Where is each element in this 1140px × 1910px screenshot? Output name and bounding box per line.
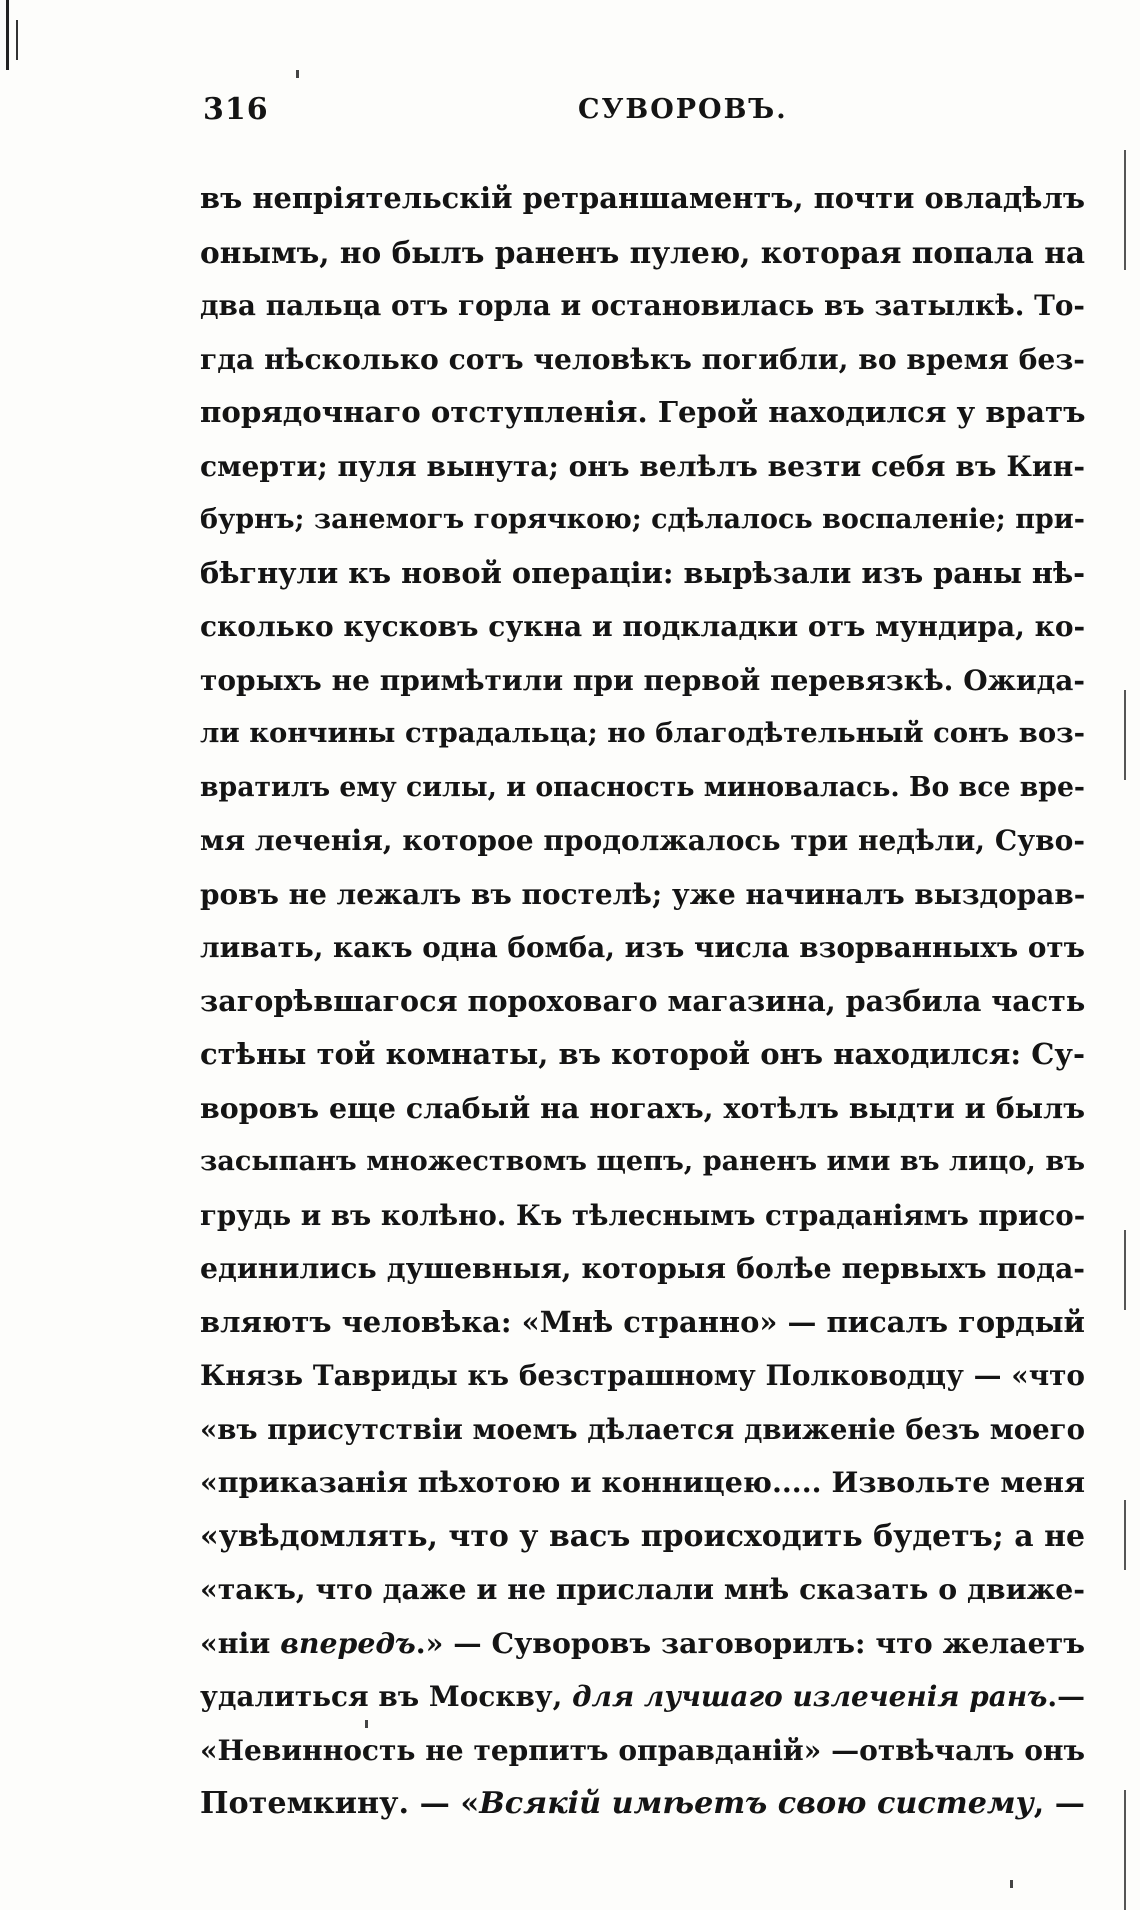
text-line <box>200 1189 1085 1243</box>
text-line <box>200 1777 1085 1831</box>
ink-speck <box>296 70 299 78</box>
text-run: воровъ еще слабый на ногахъ, хотѣлъ выдти и былъ <box>200 1090 1085 1125</box>
page-edge-mark <box>6 0 9 70</box>
running-header <box>203 92 1083 132</box>
text-line <box>200 1028 1085 1082</box>
running-title: СУВОРОВЪ. <box>578 94 788 125</box>
text-run: бѣгнули къ новой операціи: вырѣзали изъ раны нѣ- <box>200 555 1086 590</box>
text-run: два пальца отъ горла и остановилась въ затылкѣ. То- <box>200 289 1085 322</box>
text-run: «увѣдомлять, что у васъ происходить будетъ; а не <box>200 1518 1085 1554</box>
text-run: «приказанія пѣхотою и конницею..... Извольте меня <box>200 1465 1085 1499</box>
text-run: загорѣвшагося пороховаго магазина, разбила часть <box>200 983 1086 1018</box>
text-run: Потемкину. — « <box>200 1786 480 1821</box>
text-run: .» — Суворовъ заговорилъ: что желаетъ <box>415 1625 1085 1660</box>
text-line <box>200 1296 1085 1350</box>
text-line <box>200 600 1085 654</box>
text-line <box>200 1617 1085 1671</box>
text-line <box>200 1242 1085 1296</box>
text-run: стѣны той комнаты, въ которой онъ находился: Су- <box>200 1037 1085 1071</box>
text-run: вратилъ ему силы, и опасность миновалась. Во все вре- <box>200 771 1085 803</box>
text-line <box>200 333 1085 387</box>
text-run: бурнъ; занемогъ горячкою; сдѣлалось воспаленіе; при- <box>200 504 1085 535</box>
text-line <box>200 386 1085 440</box>
text-line <box>200 921 1085 975</box>
text-line <box>200 1510 1085 1564</box>
text-run: «ніи <box>200 1625 281 1660</box>
text-run: мя леченія, которое продолжалось три недѣли, Суво- <box>200 824 1085 857</box>
text-line <box>200 975 1085 1029</box>
text-line <box>200 1349 1085 1403</box>
text-run: вляютъ человѣка: «Мнѣ странно» — писалъ гордый <box>200 1304 1085 1339</box>
text-line <box>200 1403 1085 1457</box>
ink-speck <box>1010 1880 1013 1888</box>
text-run: Князь Тавриды къ безстрашному Полководцу — «что <box>200 1359 1085 1392</box>
text-run: ли кончины страдальца; но благодѣтельный сонъ воз- <box>200 717 1085 749</box>
text-run: , — <box>1033 1786 1085 1821</box>
text-run: «Невинность не терпитъ оправданій» —отвѣчалъ онъ <box>200 1733 1085 1767</box>
text-line <box>200 172 1085 226</box>
text-run: удалиться въ Москву, <box>200 1680 573 1713</box>
italic-phrase: для лучшаго излеченія ранъ <box>572 1680 1048 1713</box>
page-number: 316 <box>203 92 269 127</box>
text-run: сколько кусковъ сукна и подкладки отъ мундира, ко- <box>200 610 1086 643</box>
text-line <box>200 226 1085 280</box>
page-edge-mark <box>1124 1230 1126 1310</box>
text-line <box>200 279 1085 333</box>
page-edge-mark <box>1124 1500 1126 1570</box>
text-run: торыхъ не примѣтили при первой перевязкѣ. Ожида- <box>200 663 1085 697</box>
body-text <box>200 172 1085 1831</box>
text-run: засыпанъ множествомъ щепъ, раненъ ими въ лицо, въ <box>200 1146 1085 1177</box>
text-run: смерти; пуля вынута; онъ велѣлъ везти себя въ Кин- <box>200 449 1085 483</box>
italic-phrase: впередъ <box>280 1625 416 1660</box>
text-run: ливать, какъ одна бомба, изъ числа взорванныхъ отъ <box>200 931 1085 964</box>
text-run: въ непріятельскій ретраншаментъ, почти овладѣлъ <box>200 181 1085 215</box>
text-line <box>200 1135 1085 1189</box>
text-line <box>200 493 1085 547</box>
page-edge-mark <box>1124 150 1126 270</box>
text-line <box>200 1724 1085 1778</box>
text-run: гда нѣсколько сотъ человѣкъ погибли, во время без- <box>200 342 1085 376</box>
text-line <box>200 707 1085 761</box>
text-run: ровъ не лежалъ въ постелѣ; уже начиналъ выздорав- <box>200 877 1086 911</box>
text-run: .— <box>1047 1680 1085 1713</box>
page-edge-mark <box>16 20 18 60</box>
page-edge-mark <box>1124 1790 1126 1910</box>
text-line <box>200 1082 1085 1136</box>
text-run: «въ присутствіи моемъ дѣлается движеніе безъ моего <box>200 1412 1085 1446</box>
text-line <box>200 814 1085 868</box>
text-line <box>200 1456 1085 1510</box>
text-line <box>200 1563 1085 1617</box>
text-line <box>200 761 1085 815</box>
text-run: единились душевныя, которыя болѣе первыхъ пода- <box>200 1251 1085 1285</box>
text-line <box>200 654 1085 708</box>
text-run: грудь и въ колѣно. Къ тѣлеснымъ страданіямъ присо- <box>200 1198 1086 1232</box>
text-line <box>200 868 1085 922</box>
italic-phrase: Всякій имѣетъ свою систему <box>479 1786 1034 1821</box>
text-line <box>200 547 1085 601</box>
page-edge-mark <box>1124 690 1126 780</box>
text-line <box>200 1670 1085 1724</box>
text-run: «такъ, что даже и не прислали мнѣ сказать о движе- <box>200 1572 1085 1606</box>
text-run: онымъ, но былъ раненъ пулею, которая попала на <box>200 234 1085 270</box>
text-line <box>200 440 1085 494</box>
text-run: порядочнаго отступленія. Герой находился у вратъ <box>200 395 1086 429</box>
